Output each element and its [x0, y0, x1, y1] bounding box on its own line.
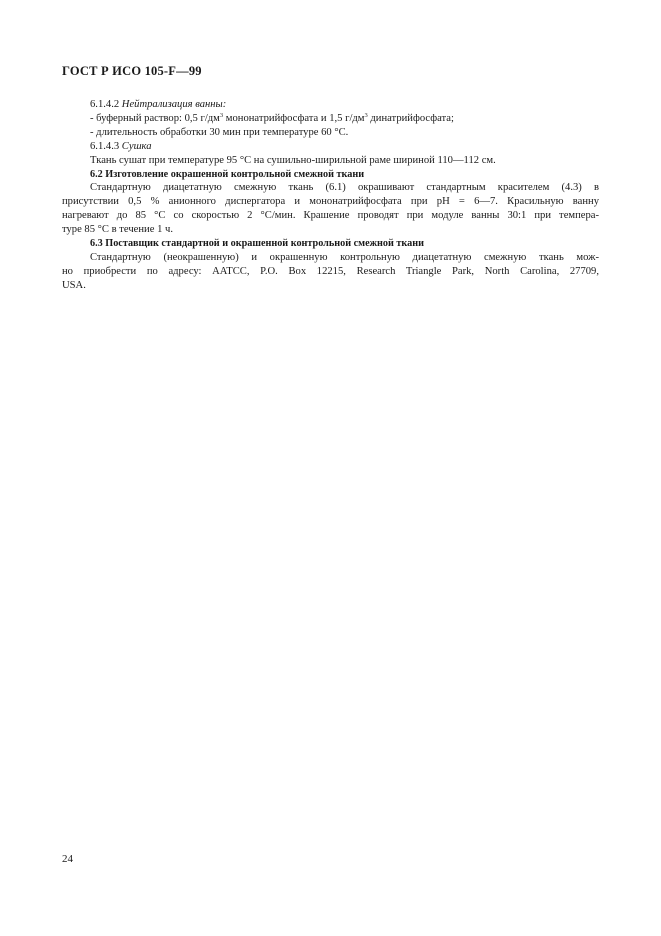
list-item-text: - буферный раствор: 0,5 г/дм — [90, 112, 220, 124]
paragraph-line: но приобрести по адресу: AATCC, P.O. Box 12215, Research Triangle Park, North Carolina, 27709, — [62, 265, 599, 277]
section-6-2-heading: 6.2 Изготовление окрашенной контрольной смежной ткани — [90, 168, 365, 180]
list-item-duration: - длительность обработки 30 мин при температуре 60 °С. — [90, 126, 349, 138]
section-6-1-4-3-title — [62, 140, 599, 154]
page-number: 24 — [62, 853, 73, 865]
superscript: 3 — [364, 111, 368, 119]
document-code-header: ГОСТ Р ИСО 105-F—99 — [62, 64, 202, 78]
paragraph-line: Стандартную диацетатную смежную ткань (6.1) окрашивают стандартным красителем (4.3) в — [90, 182, 599, 194]
section-title: Нейтрализация ванны: — [121, 99, 227, 110]
superscript: 3 — [219, 111, 224, 119]
section-6-1-4-2-title — [62, 98, 599, 112]
list-item-text: динатрийфосфата; — [367, 112, 454, 124]
paragraph-line: присутствии 0,5 % анионного диспергатора и мононатрийфосфата при pH = 6—7. Красильную ванну — [62, 196, 599, 208]
paragraph-line: USA. — [62, 279, 86, 291]
paragraph-line: туре 85 °С в течение 1 ч. — [62, 224, 173, 236]
list-item-buffer-solution — [62, 112, 599, 126]
paragraph-line: Стандартную (неокрашенную) и окрашенную контрольную диацетатную смежную ткань мож- — [90, 251, 599, 263]
section-title: Сушка — [121, 140, 152, 152]
section-6-3-heading: 6.3 Поставщик стандартной и окрашенной контрольной смежной ткани — [90, 238, 424, 250]
paragraph-line: нагревают до 85 °С со скоростью 2 °С/мин. Крашение проводят при модуле ванны 30:1 при темпера- — [62, 210, 599, 222]
list-item-text: мононатрийфосфата и 1,5 г/дм — [223, 112, 365, 124]
document-body — [62, 98, 599, 293]
section-number: 6.1.4.2 — [90, 99, 120, 110]
paragraph-drying: Ткань сушат при температуре 95 °С на сушильно-ширильной раме шириной 110—112 см. — [90, 154, 496, 166]
section-number: 6.1.4.3 — [90, 140, 120, 152]
